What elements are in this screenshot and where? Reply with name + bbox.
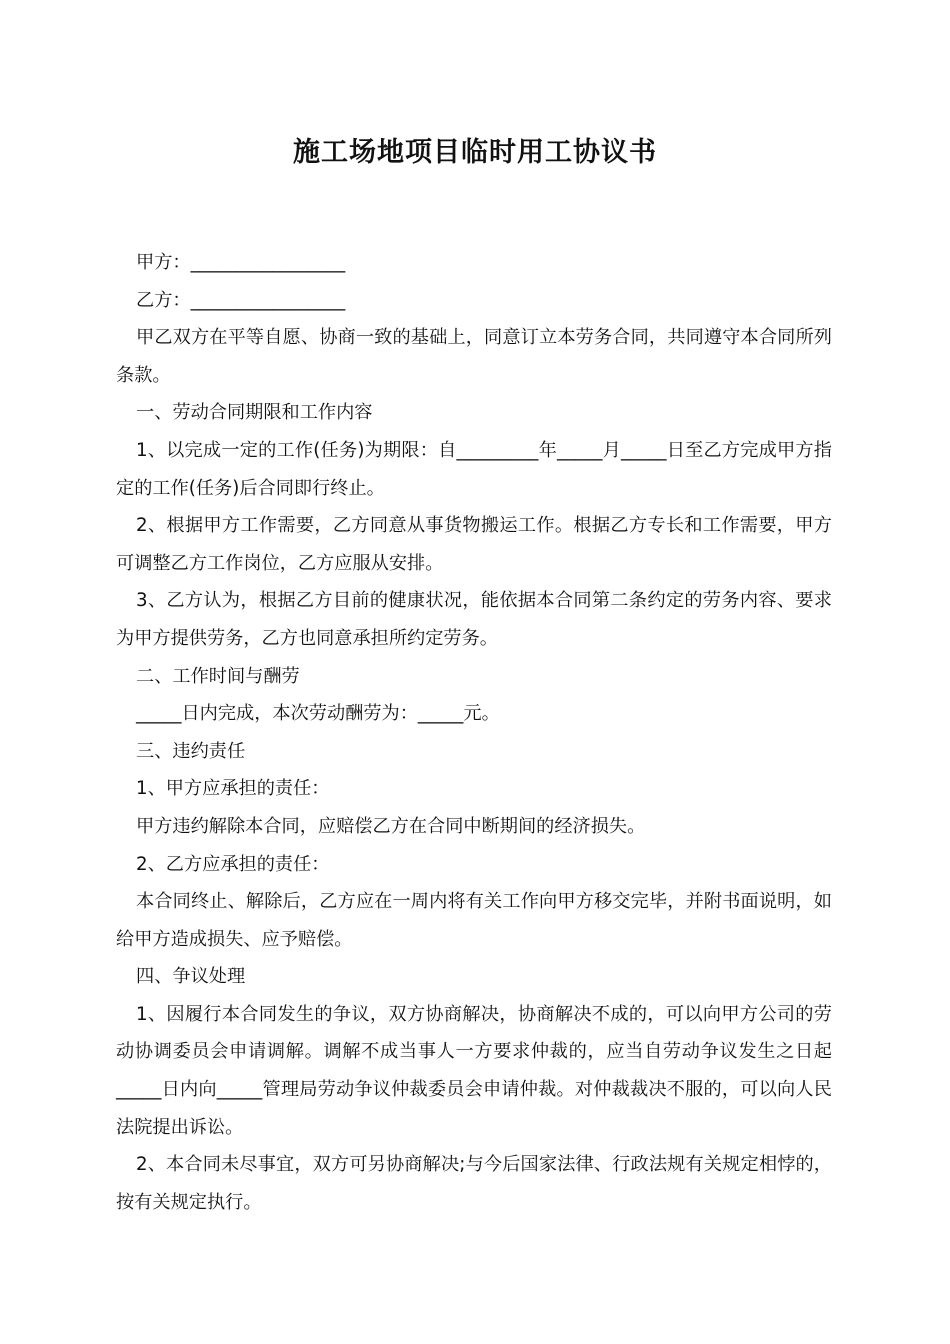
section-heading-2: 二、工作时间与酬劳 [136,665,300,687]
party-b-line: 乙方：_________________ [136,289,346,311]
section-heading-4: 四、争议处理 [136,966,246,988]
clause-3-2-heading: 2、乙方应承担的责任： [136,853,330,875]
party-a-line: 甲方：_________________ [136,252,346,273]
clause-1-3: 3、乙方认为，根据乙方目前的健康状况，能依据本合同第二条约定的劳务内容、要求为甲方提供劳务，乙方也同意承担所约定劳务。 [116,590,832,649]
clause-4-1: 1、因履行本合同发生的争议，双方协商解决，协商解决不成的，可以向甲方公司的劳动协调委员会申请调解。调解不成当事人一方要求仲裁的，应当自劳动争议发生之日起_____日内向_____管理局劳动争议仲裁委员会申请仲裁。对仲裁裁决不服的，可以向人民法院提出诉讼。 [116,1003,832,1138]
section-heading-1: 一、劳动合同期限和工作内容 [136,402,373,424]
clause-4-2: 2、本合同未尽事宜，双方可另协商解决;与今后国家法律、行政法规有关规定相悖的，按有关规定执行。 [116,1154,832,1213]
clause-3-1-heading: 1、甲方应承担的责任： [136,778,330,800]
clause-2-1: _____日内完成，本次劳动酬劳为：_____元。 [136,703,500,725]
clause-1-2: 2、根据甲方工作需要，乙方同意从事货物搬运工作。根据乙方专长和工作需要，甲方可调整乙方工作岗位，乙方应服从安排。 [116,515,832,574]
clause-3-1: 甲方违约解除本合同，应赔偿乙方在合同中断期间的经济损失。 [136,815,646,837]
clause-1-1: 1、以完成一定的工作(任务)为期限：自_________年_____月_____日至乙方完成甲方指定的工作(任务)后合同即行终止。 [116,439,832,499]
clause-3-2: 本合同终止、解除后，乙方应在一周内将有关工作向甲方移交完毕，并附书面说明，如给甲方造成损失、应予赔偿。 [116,891,832,950]
preamble: 甲乙双方在平等自愿、协商一致的基础上，同意订立本劳务合同，共同遵守本合同所列条款。 [116,327,832,386]
document-body [116,244,832,1221]
document-title: 施工场地项目临时用工协议书 [293,137,657,168]
section-heading-3: 三、违约责任 [136,740,246,762]
